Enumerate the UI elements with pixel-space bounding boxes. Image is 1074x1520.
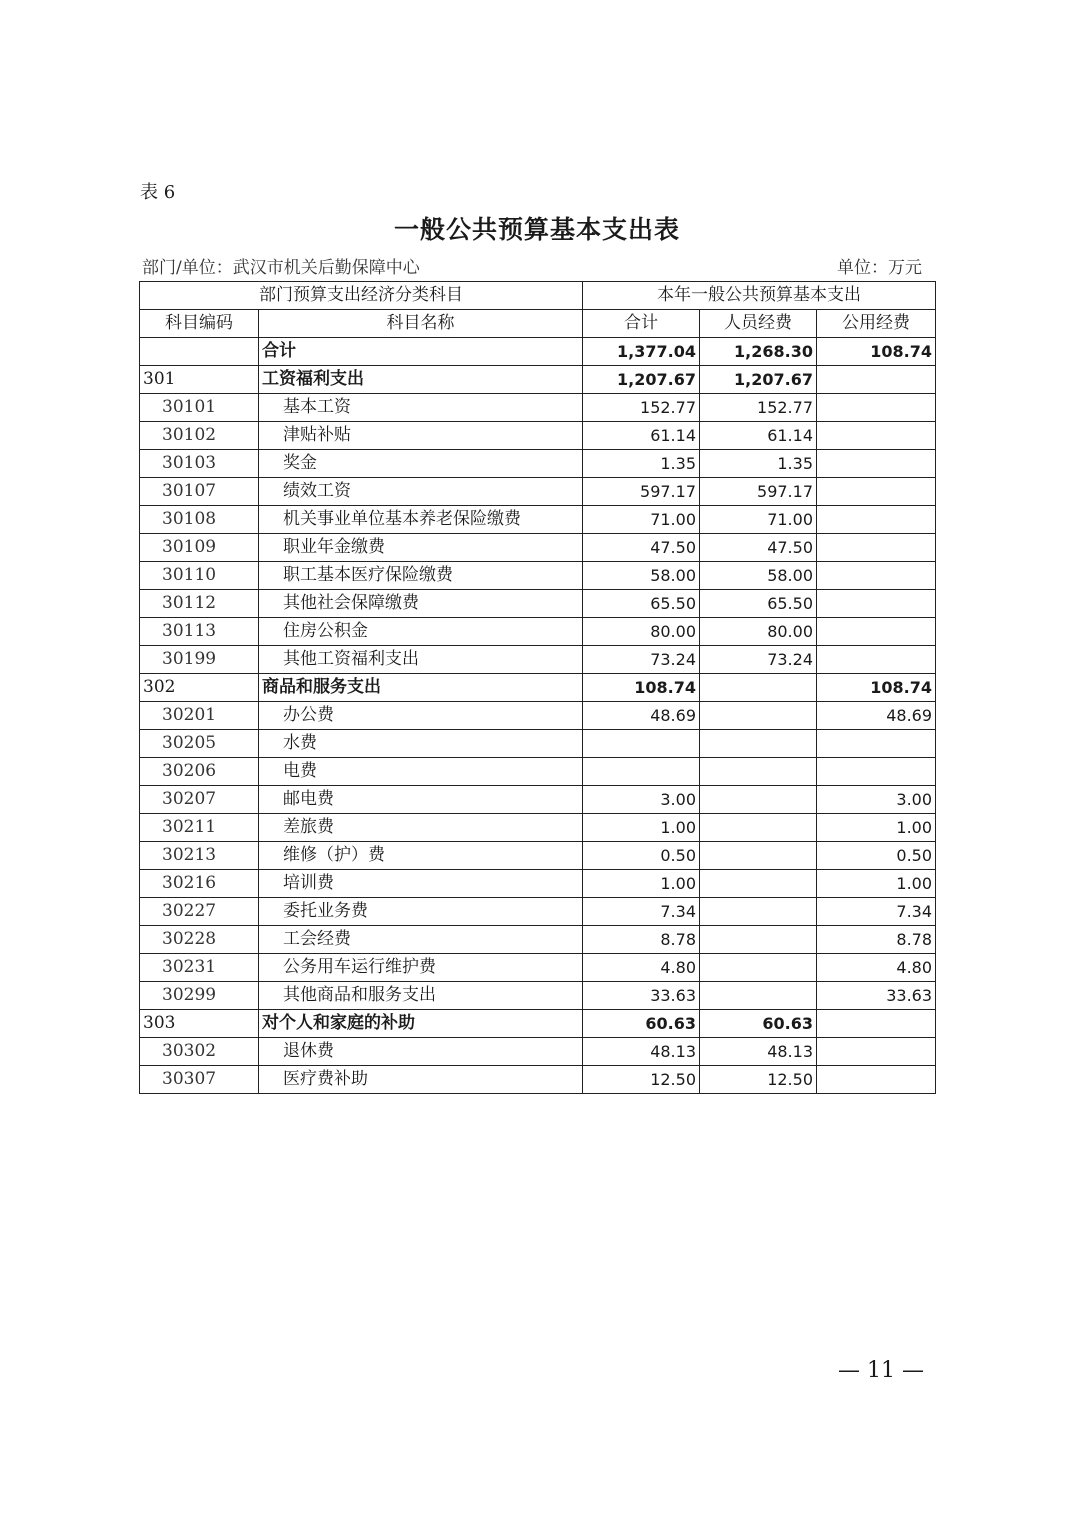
table-row bbox=[140, 618, 936, 646]
cell-total: 12.50 bbox=[583, 1066, 700, 1094]
table-row bbox=[140, 814, 936, 842]
cell-code: 30216 bbox=[140, 870, 259, 898]
cell-public: 7.34 bbox=[817, 898, 936, 926]
cell-name: 其他商品和服务支出 bbox=[259, 982, 583, 1010]
cell-personnel: 1,207.67 bbox=[700, 366, 817, 394]
cell-name: 津贴补贴 bbox=[259, 422, 583, 450]
cell-total: 61.14 bbox=[583, 422, 700, 450]
cell-code: 30103 bbox=[140, 450, 259, 478]
cell-public: 4.80 bbox=[817, 954, 936, 982]
cell-personnel: 73.24 bbox=[700, 646, 817, 674]
table-row bbox=[140, 674, 936, 702]
cell-public: 108.74 bbox=[817, 674, 936, 702]
table-row bbox=[140, 898, 936, 926]
cell-personnel bbox=[700, 926, 817, 954]
table-row bbox=[140, 478, 936, 506]
table-row bbox=[140, 730, 936, 758]
cell-personnel bbox=[700, 786, 817, 814]
table-row bbox=[140, 786, 936, 814]
cell-total: 7.34 bbox=[583, 898, 700, 926]
table-row bbox=[140, 366, 936, 394]
table-row bbox=[140, 1038, 936, 1066]
cell-code: 30206 bbox=[140, 758, 259, 786]
cell-name: 其他工资福利支出 bbox=[259, 646, 583, 674]
table-row bbox=[140, 926, 936, 954]
cell-personnel: 61.14 bbox=[700, 422, 817, 450]
cell-personnel: 152.77 bbox=[700, 394, 817, 422]
cell-public bbox=[817, 366, 936, 394]
table-body bbox=[140, 338, 936, 1094]
cell-total: 65.50 bbox=[583, 590, 700, 618]
cell-name: 商品和服务支出 bbox=[259, 674, 583, 702]
cell-personnel: 47.50 bbox=[700, 534, 817, 562]
cell-code: 30101 bbox=[140, 394, 259, 422]
cell-code: 30299 bbox=[140, 982, 259, 1010]
cell-public bbox=[817, 450, 936, 478]
cell-code: 30109 bbox=[140, 534, 259, 562]
cell-personnel bbox=[700, 898, 817, 926]
cell-public bbox=[817, 1010, 936, 1038]
document-title: 一般公共预算基本支出表 bbox=[393, 215, 680, 244]
table-row bbox=[140, 338, 936, 366]
cell-code: 30110 bbox=[140, 562, 259, 590]
cell-public bbox=[817, 590, 936, 618]
cell-personnel bbox=[700, 870, 817, 898]
cell-personnel: 1,268.30 bbox=[700, 338, 817, 366]
cell-public bbox=[817, 646, 936, 674]
table-row bbox=[140, 450, 936, 478]
header-row-group bbox=[140, 282, 936, 310]
cell-name: 工会经费 bbox=[259, 926, 583, 954]
cell-name: 基本工资 bbox=[259, 394, 583, 422]
cell-total: 1.00 bbox=[583, 870, 700, 898]
cell-total: 60.63 bbox=[583, 1010, 700, 1038]
cell-total: 80.00 bbox=[583, 618, 700, 646]
budget-table bbox=[139, 281, 936, 1094]
table-row bbox=[140, 758, 936, 786]
cell-total bbox=[583, 758, 700, 786]
cell-name: 工资福利支出 bbox=[259, 366, 583, 394]
table-row bbox=[140, 702, 936, 730]
cell-public bbox=[817, 758, 936, 786]
cell-total: 48.13 bbox=[583, 1038, 700, 1066]
cell-total: 47.50 bbox=[583, 534, 700, 562]
table-row bbox=[140, 422, 936, 450]
cell-name: 合计 bbox=[259, 338, 583, 366]
cell-total: 71.00 bbox=[583, 506, 700, 534]
cell-code: 30302 bbox=[140, 1038, 259, 1066]
table-row bbox=[140, 590, 936, 618]
table-row bbox=[140, 506, 936, 534]
cell-personnel bbox=[700, 674, 817, 702]
cell-public bbox=[817, 562, 936, 590]
cell-name: 职业年金缴费 bbox=[259, 534, 583, 562]
cell-name: 职工基本医疗保险缴费 bbox=[259, 562, 583, 590]
cell-code: 30213 bbox=[140, 842, 259, 870]
cell-code: 30201 bbox=[140, 702, 259, 730]
header-economic-classification: 部门预算支出经济分类科目 bbox=[140, 282, 583, 310]
cell-personnel bbox=[700, 954, 817, 982]
cell-public bbox=[817, 534, 936, 562]
cell-name: 公务用车运行维护费 bbox=[259, 954, 583, 982]
cell-total: 1,377.04 bbox=[583, 338, 700, 366]
cell-personnel bbox=[700, 702, 817, 730]
header-personnel: 人员经费 bbox=[700, 310, 817, 338]
cell-total: 1,207.67 bbox=[583, 366, 700, 394]
table-row bbox=[140, 1010, 936, 1038]
cell-name: 水费 bbox=[259, 730, 583, 758]
cell-personnel: 1.35 bbox=[700, 450, 817, 478]
cell-public: 48.69 bbox=[817, 702, 936, 730]
cell-code: 30113 bbox=[140, 618, 259, 646]
cell-total: 58.00 bbox=[583, 562, 700, 590]
cell-total: 1.35 bbox=[583, 450, 700, 478]
cell-public bbox=[817, 730, 936, 758]
cell-public bbox=[817, 618, 936, 646]
cell-total: 8.78 bbox=[583, 926, 700, 954]
cell-public: 3.00 bbox=[817, 786, 936, 814]
cell-public bbox=[817, 506, 936, 534]
unit-label: 单位：万元 bbox=[837, 258, 922, 278]
cell-personnel: 48.13 bbox=[700, 1038, 817, 1066]
cell-name: 维修（护）费 bbox=[259, 842, 583, 870]
cell-public bbox=[817, 1066, 936, 1094]
page-number: — 11 — bbox=[838, 1358, 924, 1383]
table-row bbox=[140, 646, 936, 674]
table-row bbox=[140, 954, 936, 982]
cell-name: 机关事业单位基本养老保险缴费 bbox=[259, 506, 583, 534]
cell-code: 30207 bbox=[140, 786, 259, 814]
cell-total: 0.50 bbox=[583, 842, 700, 870]
cell-total: 4.80 bbox=[583, 954, 700, 982]
cell-code: 30228 bbox=[140, 926, 259, 954]
department-label: 部门/单位：武汉市机关后勤保障中心 bbox=[142, 258, 420, 278]
cell-name: 电费 bbox=[259, 758, 583, 786]
cell-name: 医疗费补助 bbox=[259, 1066, 583, 1094]
cell-personnel: 60.63 bbox=[700, 1010, 817, 1038]
cell-name: 差旅费 bbox=[259, 814, 583, 842]
cell-total: 48.69 bbox=[583, 702, 700, 730]
table-row bbox=[140, 534, 936, 562]
cell-personnel: 12.50 bbox=[700, 1066, 817, 1094]
cell-public bbox=[817, 478, 936, 506]
header-basic-expenditure: 本年一般公共预算基本支出 bbox=[583, 282, 936, 310]
cell-public: 108.74 bbox=[817, 338, 936, 366]
cell-name: 其他社会保障缴费 bbox=[259, 590, 583, 618]
cell-personnel bbox=[700, 982, 817, 1010]
cell-personnel: 65.50 bbox=[700, 590, 817, 618]
table-label: 表 6 bbox=[140, 182, 176, 203]
cell-name: 邮电费 bbox=[259, 786, 583, 814]
cell-code: 30307 bbox=[140, 1066, 259, 1094]
table-row bbox=[140, 982, 936, 1010]
cell-total bbox=[583, 730, 700, 758]
cell-public bbox=[817, 422, 936, 450]
cell-public: 33.63 bbox=[817, 982, 936, 1010]
cell-name: 办公费 bbox=[259, 702, 583, 730]
header-row-columns bbox=[140, 310, 936, 338]
cell-personnel bbox=[700, 842, 817, 870]
cell-code: 30199 bbox=[140, 646, 259, 674]
cell-public: 1.00 bbox=[817, 870, 936, 898]
cell-code: 30205 bbox=[140, 730, 259, 758]
table-row bbox=[140, 842, 936, 870]
header-code: 科目编码 bbox=[140, 310, 259, 338]
cell-personnel: 58.00 bbox=[700, 562, 817, 590]
cell-total: 33.63 bbox=[583, 982, 700, 1010]
table-row bbox=[140, 562, 936, 590]
cell-code: 301 bbox=[140, 366, 259, 394]
table-row bbox=[140, 1066, 936, 1094]
cell-code: 30112 bbox=[140, 590, 259, 618]
header-name: 科目名称 bbox=[259, 310, 583, 338]
table-row bbox=[140, 870, 936, 898]
cell-code bbox=[140, 338, 259, 366]
cell-name: 住房公积金 bbox=[259, 618, 583, 646]
cell-code: 30211 bbox=[140, 814, 259, 842]
cell-total: 108.74 bbox=[583, 674, 700, 702]
cell-code: 30108 bbox=[140, 506, 259, 534]
cell-public: 0.50 bbox=[817, 842, 936, 870]
cell-code: 30231 bbox=[140, 954, 259, 982]
cell-personnel bbox=[700, 758, 817, 786]
cell-code: 30227 bbox=[140, 898, 259, 926]
cell-personnel bbox=[700, 814, 817, 842]
cell-code: 302 bbox=[140, 674, 259, 702]
cell-code: 30107 bbox=[140, 478, 259, 506]
cell-personnel: 80.00 bbox=[700, 618, 817, 646]
cell-name: 奖金 bbox=[259, 450, 583, 478]
cell-total: 597.17 bbox=[583, 478, 700, 506]
cell-total: 3.00 bbox=[583, 786, 700, 814]
header-public: 公用经费 bbox=[817, 310, 936, 338]
cell-public: 1.00 bbox=[817, 814, 936, 842]
cell-code: 30102 bbox=[140, 422, 259, 450]
cell-total: 152.77 bbox=[583, 394, 700, 422]
cell-public bbox=[817, 1038, 936, 1066]
header-total: 合计 bbox=[583, 310, 700, 338]
cell-public bbox=[817, 394, 936, 422]
cell-name: 培训费 bbox=[259, 870, 583, 898]
cell-total: 1.00 bbox=[583, 814, 700, 842]
cell-total: 73.24 bbox=[583, 646, 700, 674]
cell-name: 委托业务费 bbox=[259, 898, 583, 926]
cell-code: 303 bbox=[140, 1010, 259, 1038]
cell-personnel bbox=[700, 730, 817, 758]
cell-name: 绩效工资 bbox=[259, 478, 583, 506]
cell-personnel: 71.00 bbox=[700, 506, 817, 534]
table-row bbox=[140, 394, 936, 422]
cell-public: 8.78 bbox=[817, 926, 936, 954]
cell-name: 退休费 bbox=[259, 1038, 583, 1066]
cell-personnel: 597.17 bbox=[700, 478, 817, 506]
cell-name: 对个人和家庭的补助 bbox=[259, 1010, 583, 1038]
